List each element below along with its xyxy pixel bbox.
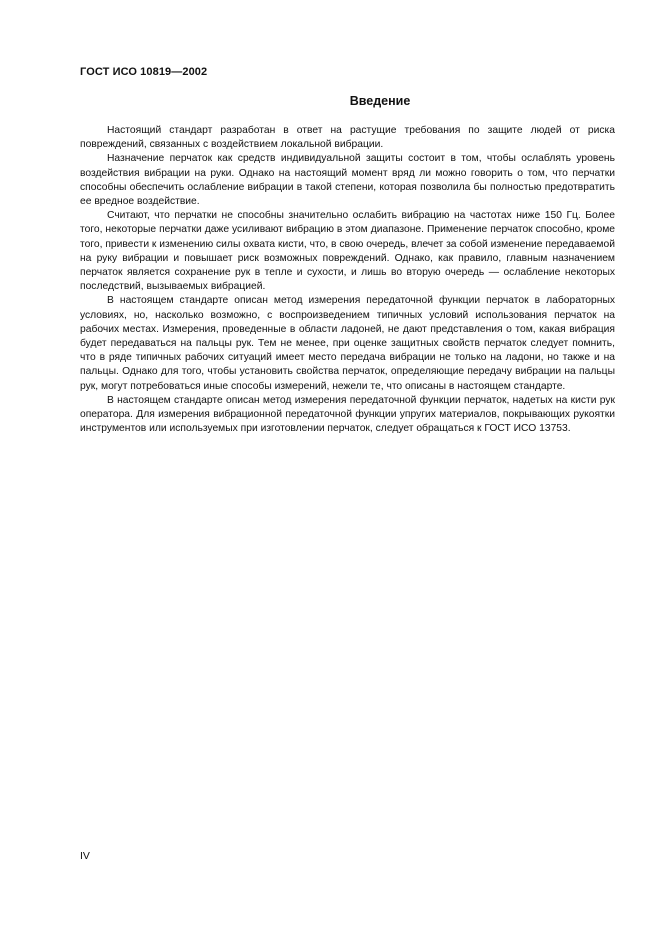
paragraph: В настоящем стандарте описан метод измерения передаточной функции перчаток, надетых на кисти рук оператора. Для измерения вибрационной передаточной функции упругих материалов, покрывающих рукоятки инструментов или используемых при изготовлении перчаток, следует обращаться к ГОСТ ИСО 13753.: [80, 394, 615, 435]
section-title-text: Введение: [349, 94, 411, 108]
document-body: [80, 124, 615, 436]
document-header: ГОСТ ИСО 10819—2002: [80, 66, 208, 78]
paragraph: Считают, что перчатки не способны значительно ослабить вибрацию на частотах ниже 150 Гц. Более того, некоторые перчатки даже усиливают вибрацию в этом диапазоне. Применение перчаток способно, кроме того, привести к изменению силы охвата кисти, что, в свою очередь, влечет за собой изменение передаваемой на руку вибрации и повышает риск возможных повреждений. Однако, как правило, главным назначением перчаток является сохранение рук в тепле и сухости, и лишь во вторую очередь — ослабление некоторых последствий, вызываемых вибрацией.: [80, 210, 615, 293]
paragraph: Назначение перчаток как средств индивидуальной защиты состоит в том, чтобы ослаблять уровень воздействия вибрации на руки. Однако на настоящий момент вряд ли можно говорить о том, что перчатки способны обеспечить ослабление вибрации в такой степени, которая позволила бы полностью предотвратить ее вредное воздействие.: [80, 153, 615, 208]
paragraph: Настоящий стандарт разработан в ответ на растущие требования по защите людей от риска повреждений, связанных с воздействием локальной вибрации.: [80, 125, 615, 151]
page-number: IV: [80, 850, 90, 862]
section-title: [80, 94, 615, 108]
paragraph: В настоящем стандарте описан метод измерения передаточной функции перчаток в лабораторных условиях, но, насколько возможно, с воспроизведением типичных условий использования перчаток на рабочих местах. Измерения, проведенные в области ладоней, не дают представления о том, какая вибрация будет передаваться на пальцы рук. Тем не менее, при оценке защитных свойств перчаток следует помнить, что в ряде типичных рабочих ситуаций имеет место передача вибрации не только на ладони, но также и на пальцы. Однако для того, чтобы установить свойства перчаток, определяющие передачу вибрации на пальцы рук, могут потребоваться иные способы измерений, нежели те, что описаны в настоящем стандарте.: [80, 295, 615, 392]
